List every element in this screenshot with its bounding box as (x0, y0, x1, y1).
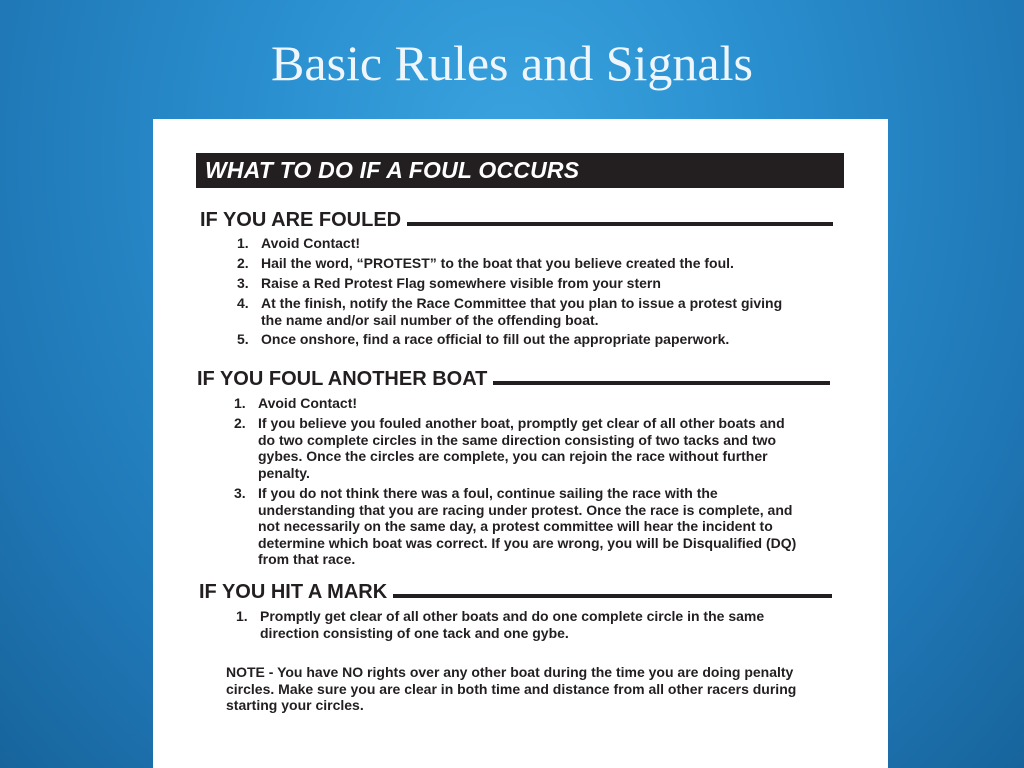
note-label: NOTE (226, 664, 265, 680)
section-heading-if-you-hit-a-mark (199, 579, 832, 605)
penalty-note (226, 664, 826, 714)
section-heading-label: IF YOU ARE FOULED (200, 208, 402, 231)
list-item: 1. Promptly get clear of all other boats and do one complete circle in the same direction consisting of one tack and one gybe. (236, 608, 765, 641)
list-item: 5. Once onshore, find a race official to fill out the appropriate paperwork. (237, 331, 730, 347)
section-heading-if-you-foul-another-boat (197, 366, 830, 392)
slide-title: Basic Rules and Signals (271, 35, 753, 91)
heading-rule (393, 594, 832, 598)
list-item: 2. If you believe you fouled another boat, promptly get clear of all other boats and do two complete circles in the same direction consisting of two tacks and two gybes. Once the circles are complete, you can rejoin the race without further penalty. (234, 415, 785, 481)
section-heading-label: IF YOU FOUL ANOTHER BOAT (197, 367, 488, 390)
hit-mark-steps-list (236, 608, 796, 644)
list-item: 1. Avoid Contact! (237, 235, 361, 251)
section-heading-if-you-are-fouled (200, 207, 833, 233)
list-item: 3. Raise a Red Protest Flag somewhere visible from your stern (237, 275, 661, 291)
heading-rule (407, 222, 833, 226)
document-banner: WHAT TO DO IF A FOUL OCCURS (196, 153, 844, 188)
note-text: - You have NO rights over any other boat during the time you are doing penalty circles. Make sure you are clear in both time and distance from all other racers during starting your circles. (226, 664, 797, 713)
heading-rule (493, 381, 830, 385)
document-page (153, 119, 888, 768)
list-item: 3. If you do not think there was a foul, continue sailing the race with the understanding that you are racing under protest. Once the race is complete, and not necessarily on the same day, a protest committee will hear the incident to determine which boat was correct. If you are wrong, you will be Disqualified (DQ) from that race. (234, 485, 797, 567)
list-item: 2. Hail the word, “PROTEST” to the boat that you believe created the foul. (237, 255, 734, 271)
list-item: 1. Avoid Contact! (234, 395, 358, 411)
section-heading-label: IF YOU HIT A MARK (199, 580, 388, 603)
fouled-steps-list (237, 235, 827, 351)
list-item: 4. At the finish, notify the Race Committee that you plan to issue a protest giving the name and/or sail number of the offending boat. (237, 295, 783, 328)
foul-another-boat-steps-list (234, 395, 814, 569)
